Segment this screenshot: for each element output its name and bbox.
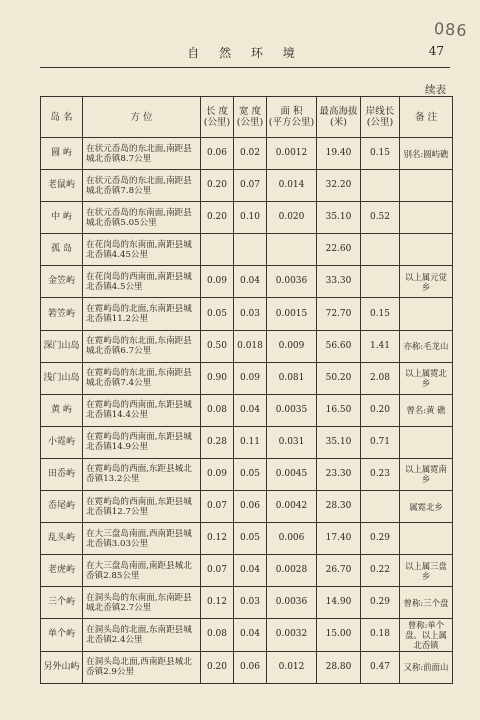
shoreline-cell <box>361 170 400 202</box>
length-cell: 0.20 <box>201 170 234 202</box>
area-cell: 0.0042 <box>267 491 317 523</box>
handwritten-number: 086 <box>433 18 469 41</box>
shoreline-cell: 0.29 <box>361 587 400 619</box>
note-cell <box>400 202 453 234</box>
shoreline-cell: 0.29 <box>361 523 400 555</box>
location-cell: 在霓屿岛的东北面,东南距县城北岙镇7.4公里 <box>83 362 201 394</box>
length-cell: 0.20 <box>201 202 234 234</box>
width-cell: 0.05 <box>234 458 267 490</box>
shoreline-cell: 0.52 <box>361 202 400 234</box>
altitude-cell: 35.10 <box>317 202 361 234</box>
column-header: 面 积 (平方公里) <box>267 97 317 138</box>
length-cell: 0.06 <box>201 138 234 170</box>
island-name: 老虎屿 <box>41 555 83 587</box>
column-header: 宽 度 (公里) <box>234 97 267 138</box>
page-number: 47 <box>428 44 444 58</box>
width-cell: 0.04 <box>234 555 267 587</box>
continued-label: 续表 <box>425 84 446 96</box>
shoreline-cell: 2.08 <box>361 362 400 394</box>
area-cell: 0.0036 <box>267 266 317 298</box>
column-header: 岸线长 (公里) <box>361 97 400 138</box>
altitude-cell: 22.60 <box>317 234 361 266</box>
width-cell: 0.07 <box>234 170 267 202</box>
altitude-cell: 23.30 <box>317 458 361 490</box>
table-row <box>41 587 453 619</box>
width-cell: 0.06 <box>234 651 267 683</box>
shoreline-cell: 0.23 <box>361 458 400 490</box>
island-name: 另外山屿 <box>41 651 83 683</box>
table-row <box>41 170 453 202</box>
location-cell: 在霓屿岛的西面,东距县城北岙镇13.2公里 <box>83 458 201 490</box>
location-cell: 在霓屿岛的西南面,东距县城北岙镇12.7公里 <box>83 491 201 523</box>
altitude-cell: 72.70 <box>317 298 361 330</box>
island-name: 黄 屿 <box>41 394 83 426</box>
altitude-cell: 32.20 <box>317 170 361 202</box>
shoreline-cell <box>361 266 400 298</box>
area-cell: 0.012 <box>267 651 317 683</box>
note-cell <box>400 170 453 202</box>
table-header-row <box>41 97 453 138</box>
island-name: 老鼠屿 <box>41 170 83 202</box>
table-row <box>41 651 453 683</box>
shoreline-cell: 0.15 <box>361 138 400 170</box>
note-cell: 曾称:单个盘。以上属北岙镇 <box>400 619 453 651</box>
column-header: 方 位 <box>83 97 201 138</box>
table-row <box>41 491 453 523</box>
location-cell: 在洞头岛北面,西南距县城北岙镇2.9公里 <box>83 651 201 683</box>
altitude-cell: 16.50 <box>317 394 361 426</box>
island-name: 田岙屿 <box>41 458 83 490</box>
area-cell: 0.0015 <box>267 298 317 330</box>
area-cell <box>267 234 317 266</box>
length-cell: 0.20 <box>201 651 234 683</box>
area-cell: 0.0035 <box>267 394 317 426</box>
note-cell: 曾名:黄 礁 <box>400 394 453 426</box>
area-cell: 0.0028 <box>267 555 317 587</box>
island-name: 圆 屿 <box>41 138 83 170</box>
area-cell: 0.014 <box>267 170 317 202</box>
note-cell: 别名:圆屿礁 <box>400 138 453 170</box>
area-cell: 0.0032 <box>267 619 317 651</box>
column-header: 备 注 <box>400 97 453 138</box>
note-cell: 以上属三盘乡 <box>400 555 453 587</box>
altitude-cell: 19.40 <box>317 138 361 170</box>
location-cell: 在状元岙岛的东北面,南距县城北岙镇8.7公里 <box>83 138 201 170</box>
width-cell: 0.11 <box>234 426 267 458</box>
location-cell: 在霓屿岛的东北面,东南距县城北岙镇6.7公里 <box>83 330 201 362</box>
altitude-cell: 56.60 <box>317 330 361 362</box>
location-cell: 在霓屿岛的北面,东南距县城北岙镇11.2公里 <box>83 298 201 330</box>
note-cell: 以上属霓南乡 <box>400 458 453 490</box>
width-cell: 0.05 <box>234 523 267 555</box>
altitude-cell: 28.30 <box>317 491 361 523</box>
table-row <box>41 266 453 298</box>
width-cell: 0.04 <box>234 266 267 298</box>
width-cell: 0.10 <box>234 202 267 234</box>
altitude-cell: 15.00 <box>317 619 361 651</box>
area-cell: 0.006 <box>267 523 317 555</box>
altitude-cell: 26.70 <box>317 555 361 587</box>
location-cell: 在霓屿岛的西南面,东距县城北岙镇14.9公里 <box>83 426 201 458</box>
note-cell: 亦称:毛龙山 <box>400 330 453 362</box>
width-cell: 0.09 <box>234 362 267 394</box>
length-cell <box>201 234 234 266</box>
length-cell: 0.09 <box>201 458 234 490</box>
width-cell: 0.03 <box>234 298 267 330</box>
area-cell: 0.081 <box>267 362 317 394</box>
page-title: 自 然 环 境 <box>187 46 303 60</box>
location-cell: 在洞头岛的东南面,东南距县城北岙镇2.7公里 <box>83 587 201 619</box>
table-row <box>41 523 453 555</box>
note-cell: 曾称:三个盘 <box>400 587 453 619</box>
location-cell: 在状元岙岛的东南面,南距县城北岙镇5.05公里 <box>83 202 201 234</box>
table-row <box>41 619 453 651</box>
length-cell: 0.09 <box>201 266 234 298</box>
length-cell: 0.50 <box>201 330 234 362</box>
location-cell: 在洞头岛的北面,东南距县城北岙镇2.4公里 <box>83 619 201 651</box>
location-cell: 在大三盘岛南面,西南距县城北岙镇3.03公里 <box>83 523 201 555</box>
area-cell: 0.0045 <box>267 458 317 490</box>
area-cell: 0.0036 <box>267 587 317 619</box>
length-cell: 0.08 <box>201 619 234 651</box>
note-cell <box>400 426 453 458</box>
island-name: 中 屿 <box>41 202 83 234</box>
shoreline-cell: 0.22 <box>361 555 400 587</box>
island-name: 金笠屿 <box>41 266 83 298</box>
island-name: 箬笠屿 <box>41 298 83 330</box>
altitude-cell: 14.90 <box>317 587 361 619</box>
header-rule <box>40 67 450 68</box>
shoreline-cell: 0.20 <box>361 394 400 426</box>
table-row <box>41 330 453 362</box>
note-cell <box>400 234 453 266</box>
altitude-cell: 33.30 <box>317 266 361 298</box>
page-header <box>40 44 450 68</box>
shoreline-cell: 0.71 <box>361 426 400 458</box>
shoreline-cell: 1.41 <box>361 330 400 362</box>
island-name: 小霓屿 <box>41 426 83 458</box>
note-cell: 以上属元觉乡 <box>400 266 453 298</box>
altitude-cell: 50.20 <box>317 362 361 394</box>
width-cell: 0.018 <box>234 330 267 362</box>
table-row <box>41 362 453 394</box>
islands-table <box>40 96 453 684</box>
shoreline-cell: 0.15 <box>361 298 400 330</box>
width-cell: 0.02 <box>234 138 267 170</box>
location-cell: 在花岗岛的东南面,南距县城北岙镇4.45公里 <box>83 234 201 266</box>
table-row <box>41 426 453 458</box>
table-row <box>41 298 453 330</box>
shoreline-cell <box>361 234 400 266</box>
altitude-cell: 28.80 <box>317 651 361 683</box>
island-name: 浅门山岛 <box>41 362 83 394</box>
length-cell: 0.90 <box>201 362 234 394</box>
island-name: 乱头屿 <box>41 523 83 555</box>
length-cell: 0.07 <box>201 491 234 523</box>
island-name: 深门山岛 <box>41 330 83 362</box>
width-cell: 0.04 <box>234 394 267 426</box>
length-cell: 0.12 <box>201 523 234 555</box>
table-row <box>41 555 453 587</box>
location-cell: 在大三盘岛南面,南距县城北岙镇2.85公里 <box>83 555 201 587</box>
table-row <box>41 202 453 234</box>
length-cell: 0.05 <box>201 298 234 330</box>
length-cell: 0.08 <box>201 394 234 426</box>
island-name: 岙尾屿 <box>41 491 83 523</box>
location-cell: 在状元岙岛的东北面,南距县城北岙镇7.8公里 <box>83 170 201 202</box>
length-cell: 0.07 <box>201 555 234 587</box>
note-cell: 以上属霓北乡 <box>400 362 453 394</box>
length-cell: 0.28 <box>201 426 234 458</box>
column-header: 最高海拔 (米) <box>317 97 361 138</box>
length-cell: 0.12 <box>201 587 234 619</box>
island-name: 孤 岛 <box>41 234 83 266</box>
width-cell: 0.06 <box>234 491 267 523</box>
altitude-cell: 35.10 <box>317 426 361 458</box>
area-cell: 0.009 <box>267 330 317 362</box>
column-header: 岛 名 <box>41 97 83 138</box>
note-cell: 又称:前面山 <box>400 651 453 683</box>
area-cell: 0.0012 <box>267 138 317 170</box>
island-name: 单个屿 <box>41 619 83 651</box>
note-cell <box>400 523 453 555</box>
area-cell: 0.031 <box>267 426 317 458</box>
altitude-cell: 17.40 <box>317 523 361 555</box>
location-cell: 在霓屿岛的西南面,东距县城北岙镇14.4公里 <box>83 394 201 426</box>
width-cell: 0.03 <box>234 587 267 619</box>
table-row <box>41 138 453 170</box>
table-row <box>41 234 453 266</box>
island-name: 三个屿 <box>41 587 83 619</box>
note-cell: 属霓北乡 <box>400 491 453 523</box>
area-cell: 0.020 <box>267 202 317 234</box>
table-row <box>41 394 453 426</box>
shoreline-cell <box>361 491 400 523</box>
table-row <box>41 458 453 490</box>
shoreline-cell: 0.18 <box>361 619 400 651</box>
width-cell: 0.04 <box>234 619 267 651</box>
shoreline-cell: 0.47 <box>361 651 400 683</box>
location-cell: 在花岗岛的西南面,南距县城北岙镇4.5公里 <box>83 266 201 298</box>
column-header: 长 度 (公里) <box>201 97 234 138</box>
note-cell <box>400 298 453 330</box>
width-cell <box>234 234 267 266</box>
